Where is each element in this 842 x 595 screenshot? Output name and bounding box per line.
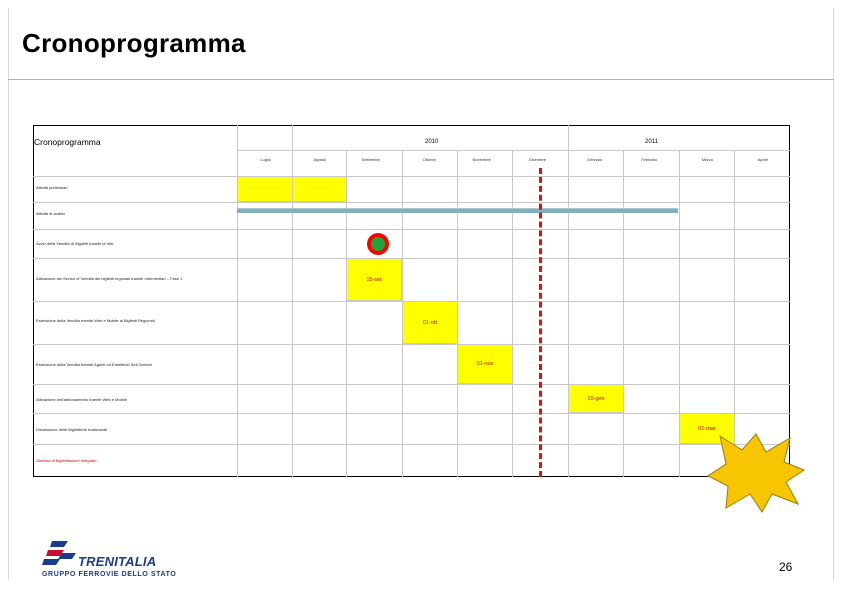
- month-header: Febbraio: [641, 157, 657, 162]
- task-label: Estensione della Vendita tramite Agenti ed Emettitrici Self-Service: [36, 362, 153, 367]
- grid-row-line: [33, 384, 790, 385]
- slide-title: Cronoprogramma: [22, 28, 246, 58]
- month-header: Marzo: [701, 157, 713, 162]
- trenitalia-logo-icon: [38, 537, 80, 571]
- task-label: Dismissione delle Biglietterie tradizionali: [36, 427, 108, 432]
- month-header: Ottobre: [422, 157, 436, 162]
- task-label: Sistema di Bigliettazione Integrato: [36, 458, 97, 463]
- activity-cell: [292, 176, 347, 202]
- grid-row-line: [33, 202, 790, 203]
- month-header: Aprile: [757, 157, 768, 162]
- grid-row-line: [237, 150, 790, 151]
- slide-left-border: [8, 8, 9, 580]
- grid-col-line: [623, 150, 624, 477]
- brand-group: GRUPPO FERROVIE DELLO STATO: [42, 571, 177, 578]
- task-label: Attività preliminari: [36, 185, 68, 190]
- slide-right-border: [833, 8, 834, 580]
- milestone-cell: 01-nov: [457, 344, 513, 384]
- milestone-marker-center: [371, 237, 385, 251]
- brand-name: TRENITALIA: [78, 554, 157, 569]
- month-header: Novembre: [472, 157, 491, 162]
- task-label: Attivazione dei Servizi di Vendita dei biglietti regionali tramite Intermediari – Fase 1: [36, 276, 183, 281]
- task-label: Attivazione dell'abbonamento tramite Web e Mobile: [36, 397, 127, 402]
- grid-row-line: [33, 176, 790, 177]
- milestone-cell: 10-gen: [568, 384, 624, 413]
- year-header-2011: 2011: [645, 139, 658, 145]
- month-header: Gennaio: [586, 157, 602, 162]
- month-header: Agosto: [313, 157, 326, 162]
- grid-col-line: [512, 150, 513, 477]
- page-number: 26: [779, 560, 793, 574]
- current-date-line: [539, 168, 542, 477]
- grid-row-line: [33, 444, 790, 445]
- grid-row-line: [33, 413, 790, 414]
- task-label: Estensione della Vendita tramite Web e Mobile ai Biglietti Regionali: [36, 318, 155, 323]
- milestone-cell: 15-set: [346, 258, 402, 301]
- activity-cell: [237, 176, 293, 202]
- task-label: Attività di analisi: [36, 211, 65, 216]
- grid-row-line: [33, 229, 790, 230]
- milestone-cell: 01-ott: [402, 301, 458, 344]
- grid-row-line: [33, 344, 790, 345]
- sheet-title: Cronoprogramma: [34, 137, 101, 147]
- activity-bar-highlight: [237, 208, 678, 209]
- month-header: Dicembre: [528, 157, 546, 162]
- year-header-2010: 2010: [425, 139, 439, 145]
- month-header: Luglio: [260, 157, 271, 162]
- month-header: Settembre: [361, 157, 380, 162]
- milestone-cell: 01-mar: [679, 413, 735, 444]
- title-divider: [8, 79, 834, 80]
- grid-row-line: [33, 258, 790, 259]
- starburst-shape: [706, 432, 806, 514]
- task-label: Avvio della Vendita di Biglietti tramite la rete: [36, 241, 114, 246]
- milestone-marker: [367, 233, 389, 255]
